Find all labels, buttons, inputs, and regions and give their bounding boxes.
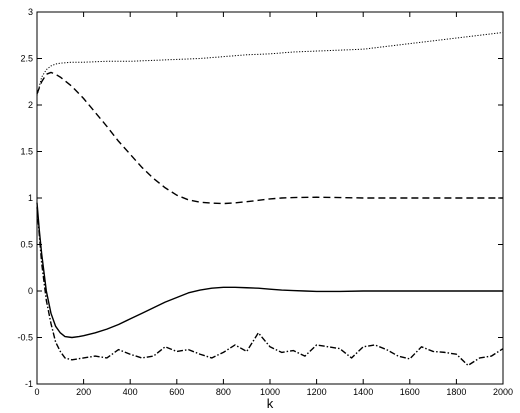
x-tick-label: 1000 xyxy=(259,387,281,397)
y-tick-label: -1 xyxy=(24,379,33,389)
x-tick-label: 1800 xyxy=(446,387,467,397)
x-tick-label: 0 xyxy=(34,387,40,397)
y-tick-label: 0.5 xyxy=(20,239,33,250)
y-tick-label: 2.5 xyxy=(20,53,33,64)
plot-area-background xyxy=(37,12,503,384)
x-tick-label: 200 xyxy=(76,387,92,397)
x-tick-label: 2000 xyxy=(492,387,514,397)
x-tick-label: 400 xyxy=(122,387,138,397)
x-tick-label: 1600 xyxy=(399,387,420,397)
x-axis-title: k xyxy=(266,396,274,411)
x-tick-label: 1400 xyxy=(353,387,374,397)
y-tick-label: 3 xyxy=(27,7,33,17)
y-tick-label: 1 xyxy=(27,193,33,203)
y-tick-label: 0 xyxy=(27,286,33,296)
y-tick-label: 1.5 xyxy=(20,146,33,157)
x-tick-label: 600 xyxy=(169,387,185,397)
x-tick-label: 800 xyxy=(215,387,231,397)
y-tick-label: -0.5 xyxy=(17,332,33,343)
y-tick-label: 2 xyxy=(27,100,33,110)
x-tick-label: 1200 xyxy=(306,387,327,397)
